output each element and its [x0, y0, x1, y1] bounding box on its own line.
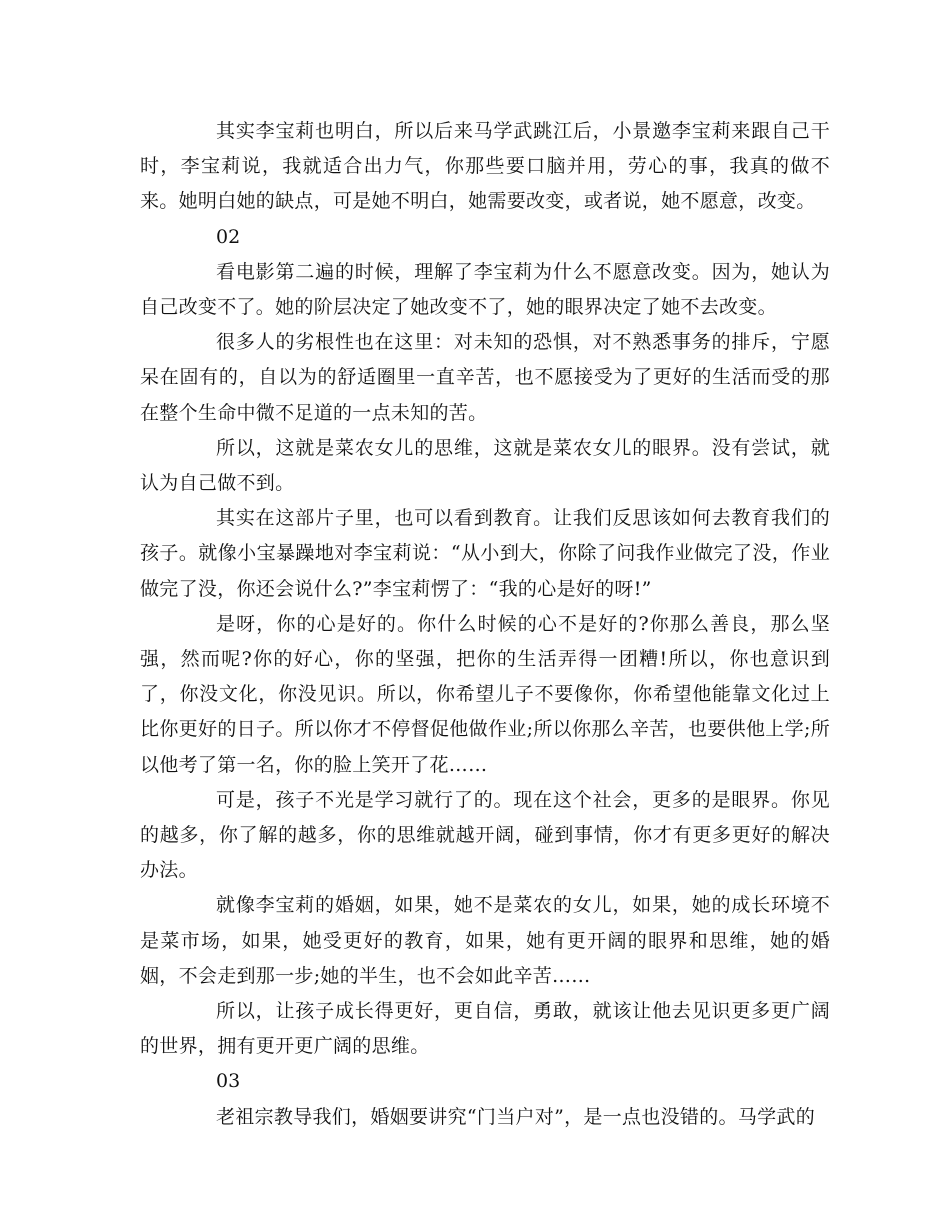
paragraph-10: 老祖宗教导我们，婚姻要讲究“门当户对”，是一点也没错的。马学武的: [216, 1105, 816, 1128]
section-number-02: 02: [216, 225, 241, 248]
paragraph-2: 看电影第二遍的时候，理解了李宝莉为什么不愿意改变。因为，她认为自己改变不了。她的阶层决定了她改变不了，她的眼界决定了她不去改变。: [140, 260, 830, 319]
paragraph-3: 很多人的劣根性也在这里：对未知的恐惧，对不熟悉事务的排斥，宁愿呆在固有的，自以为的舒适圈里一直辛苦，也不愿接受为了更好的生活而受的那在整个生命中微不足道的一点未知的苦。: [140, 331, 830, 424]
paragraph-5: 其实在这部片子里，也可以看到教育。让我们反思该如何去教育我们的孩子。就像小宝暴躁地对李宝莉说：“从小到大，你除了问我作业做完了没，作业做完了没，你还会说什么?”李宝莉愣了：“我的心是好的呀!”: [140, 507, 830, 600]
paragraph-9: 所以，让孩子成长得更好，更自信，勇敢，就该让他去见识更多更广阔的世界，拥有更开更广阔的思维。: [140, 1000, 830, 1058]
section-number-03: 03: [216, 1070, 241, 1093]
paragraph-6: 是呀，你的心是好的。你什么时候的心不是好的?你那么善良，那么坚强，然而呢?你的好心，你的坚强，把你的生活弄得一团糟!所以，你也意识到了，你没文化，你没见识。所以，你希望儿子不要像你，你希望他能靠文化过上比你更好的日子。所以你才不停督促他做作业;所以你那么辛苦，也要供他上学;所以他考了第一名，你的脸上笑开了花……: [140, 612, 830, 776]
document-body: [140, 114, 830, 1135]
paragraph-7: 可是，孩子不光是学习就行了的。现在这个社会，更多的是眼界。你见的越多，你了解的越多，你的思维就越开阔，碰到事情，你才有更多更好的解决办法。: [140, 788, 830, 882]
paragraph-8: 就像李宝莉的婚姻，如果，她不是菜农的女儿，如果，她的成长环境不是菜市场，如果，她受更好的教育，如果，她有更开阔的眼界和思维，她的婚姻，不会走到那一步;她的半生，也不会如此辛苦……: [140, 894, 830, 987]
paragraph-1: 其实李宝莉也明白，所以后来马学武跳江后，小景邀李宝莉来跟自己干时，李宝莉说，我就适合出力气，你那些要口脑并用，劳心的事，我真的做不来。她明白她的缺点，可是她不明白，她需要改变，或者说，她不愿意，改变。: [140, 120, 830, 213]
paragraph-4: 所以，这就是菜农女儿的思维，这就是菜农女儿的眼界。没有尝试，就认为自己做不到。: [140, 436, 830, 495]
